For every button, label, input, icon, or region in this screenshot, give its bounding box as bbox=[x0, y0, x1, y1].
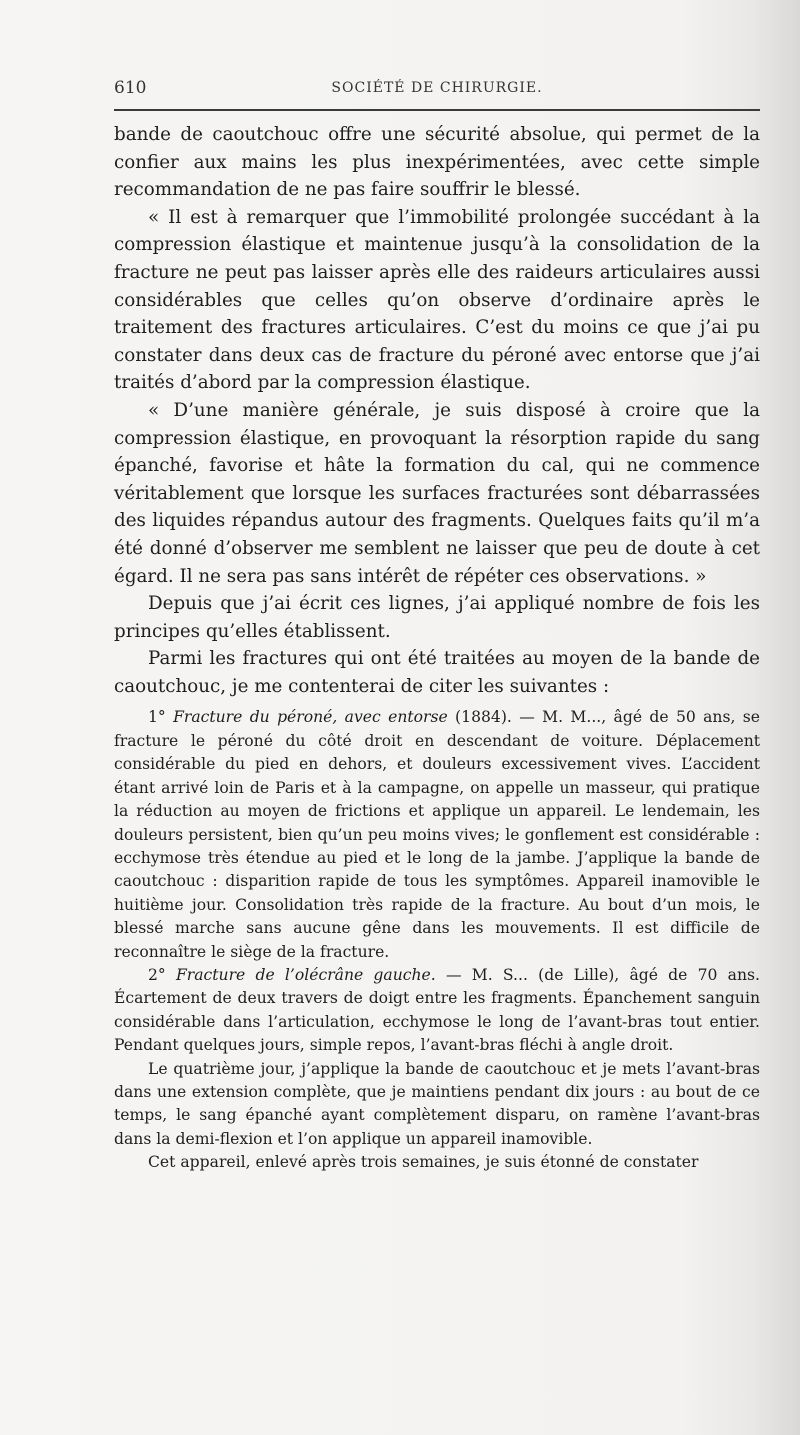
case-1-number: 1° bbox=[148, 708, 166, 727]
case-2-text: — M. S... (de Lille), âgé de 70 ans. Écartement de deux travers de doigt entre les fragments. Épanchement sanguin considérable dans l’articulation, ecchymose le long de l’avant-bras tout entier. Pendant quelques jours, simple repos, l’avant-bras fléchi à angle droit. bbox=[114, 965, 760, 1055]
paragraph-continuation: bande de caoutchouc offre une sécurité absolue, qui permet de la confier aux mains les plus inexpérimentées, avec cette simple recommandation de ne pas faire souffrir le blessé. bbox=[114, 124, 760, 201]
running-head: SOCIÉTÉ DE CHIRURGIE. bbox=[331, 80, 543, 96]
page-header bbox=[114, 72, 760, 106]
header-rule bbox=[114, 109, 760, 111]
case-1 bbox=[114, 706, 760, 963]
body-text bbox=[114, 121, 760, 1175]
case-2-title: Fracture de l’olécrâne gauche. bbox=[175, 965, 436, 984]
page-number: 610 bbox=[114, 78, 147, 98]
case-1-title: Fracture du péroné, avec entorse bbox=[173, 708, 448, 727]
paragraph-cases-intro: Parmi les fractures qui ont été traitées au moyen de la bande de caoutchouc, je me contenterai de citer les suivantes : bbox=[114, 648, 760, 697]
paragraph-quote-1: « Il est à remarquer que l’immobilité prolongée succédant à la compression élastique et maintenue jusqu’à la consolidation de la fracture ne peut pas laisser après elle des raideurs articulaires aussi considérables que celles qu’on observe d’ordinaire après le traitement des fractures articulaires. C’est du moins ce que j’ai pu constater dans deux cas de fracture du péroné avec entorse que j’ai traités d’abord par la compression élastique. bbox=[114, 206, 760, 394]
case-1-text: (1884). — M. M..., âgé de 50 ans, se fracture le péroné du côté droit en descendant de voiture. Déplacement considérable du pied en dehors, et douleurs excessivement vives. L’accident étant arrivé loin de Paris et à la campagne, on appelle un masseur, qui pratique la réduction au moyen de frictions et applique un appareil. Le lendemain, les douleurs persistent, bien qu’un peu moins vives; le gonflement est considérable : ecchymose très étendue au pied et le long de la jambe. J’applique la bande de caoutchouc : disparition rapide de tous les symptômes. Appareil inamovible le huitième jour. Consolidation très rapide de la fracture. Au bout d’un mois, le blessé marche sans aucune gêne dans les mouvements. Il est difficile de reconnaître le siège de la fracture. bbox=[114, 708, 760, 961]
paragraph-fourth-day: Le quatrième jour, j’applique la bande de caoutchouc et je mets l’avant-bras dans une extension complète, que je maintiens pendant dix jours : au bout de ce temps, le sang épanché ayant complètement disparu, on ramène l’avant-bras dans la demi-flexion et l’on applique un appareil inamovible. bbox=[114, 1059, 760, 1148]
paragraph-appareil: Cet appareil, enlevé après trois semaines, je suis étonné de constater bbox=[148, 1153, 699, 1172]
paragraph-principles: Depuis que j’ai écrit ces lignes, j’ai appliqué nombre de fois les principes qu’elles établissent. bbox=[114, 593, 760, 642]
case-2 bbox=[114, 964, 760, 1058]
case-2-number: 2° bbox=[148, 965, 166, 984]
paragraph-quote-2: « D’une manière générale, je suis disposé à croire que la compression élastique, en provoquant la résorption rapide du sang épanché, favorise et hâte la formation du cal, qui ne commence véritablement que lorsque les surfaces fracturées sont débarrassées des liquides répandus autour des fragments. Quelques faits qu’il m’a été donné d’observer me semblent ne laisser que peu de doute à cet égard. Il ne sera pas sans intérêt de répéter ces observations. » bbox=[114, 399, 760, 587]
